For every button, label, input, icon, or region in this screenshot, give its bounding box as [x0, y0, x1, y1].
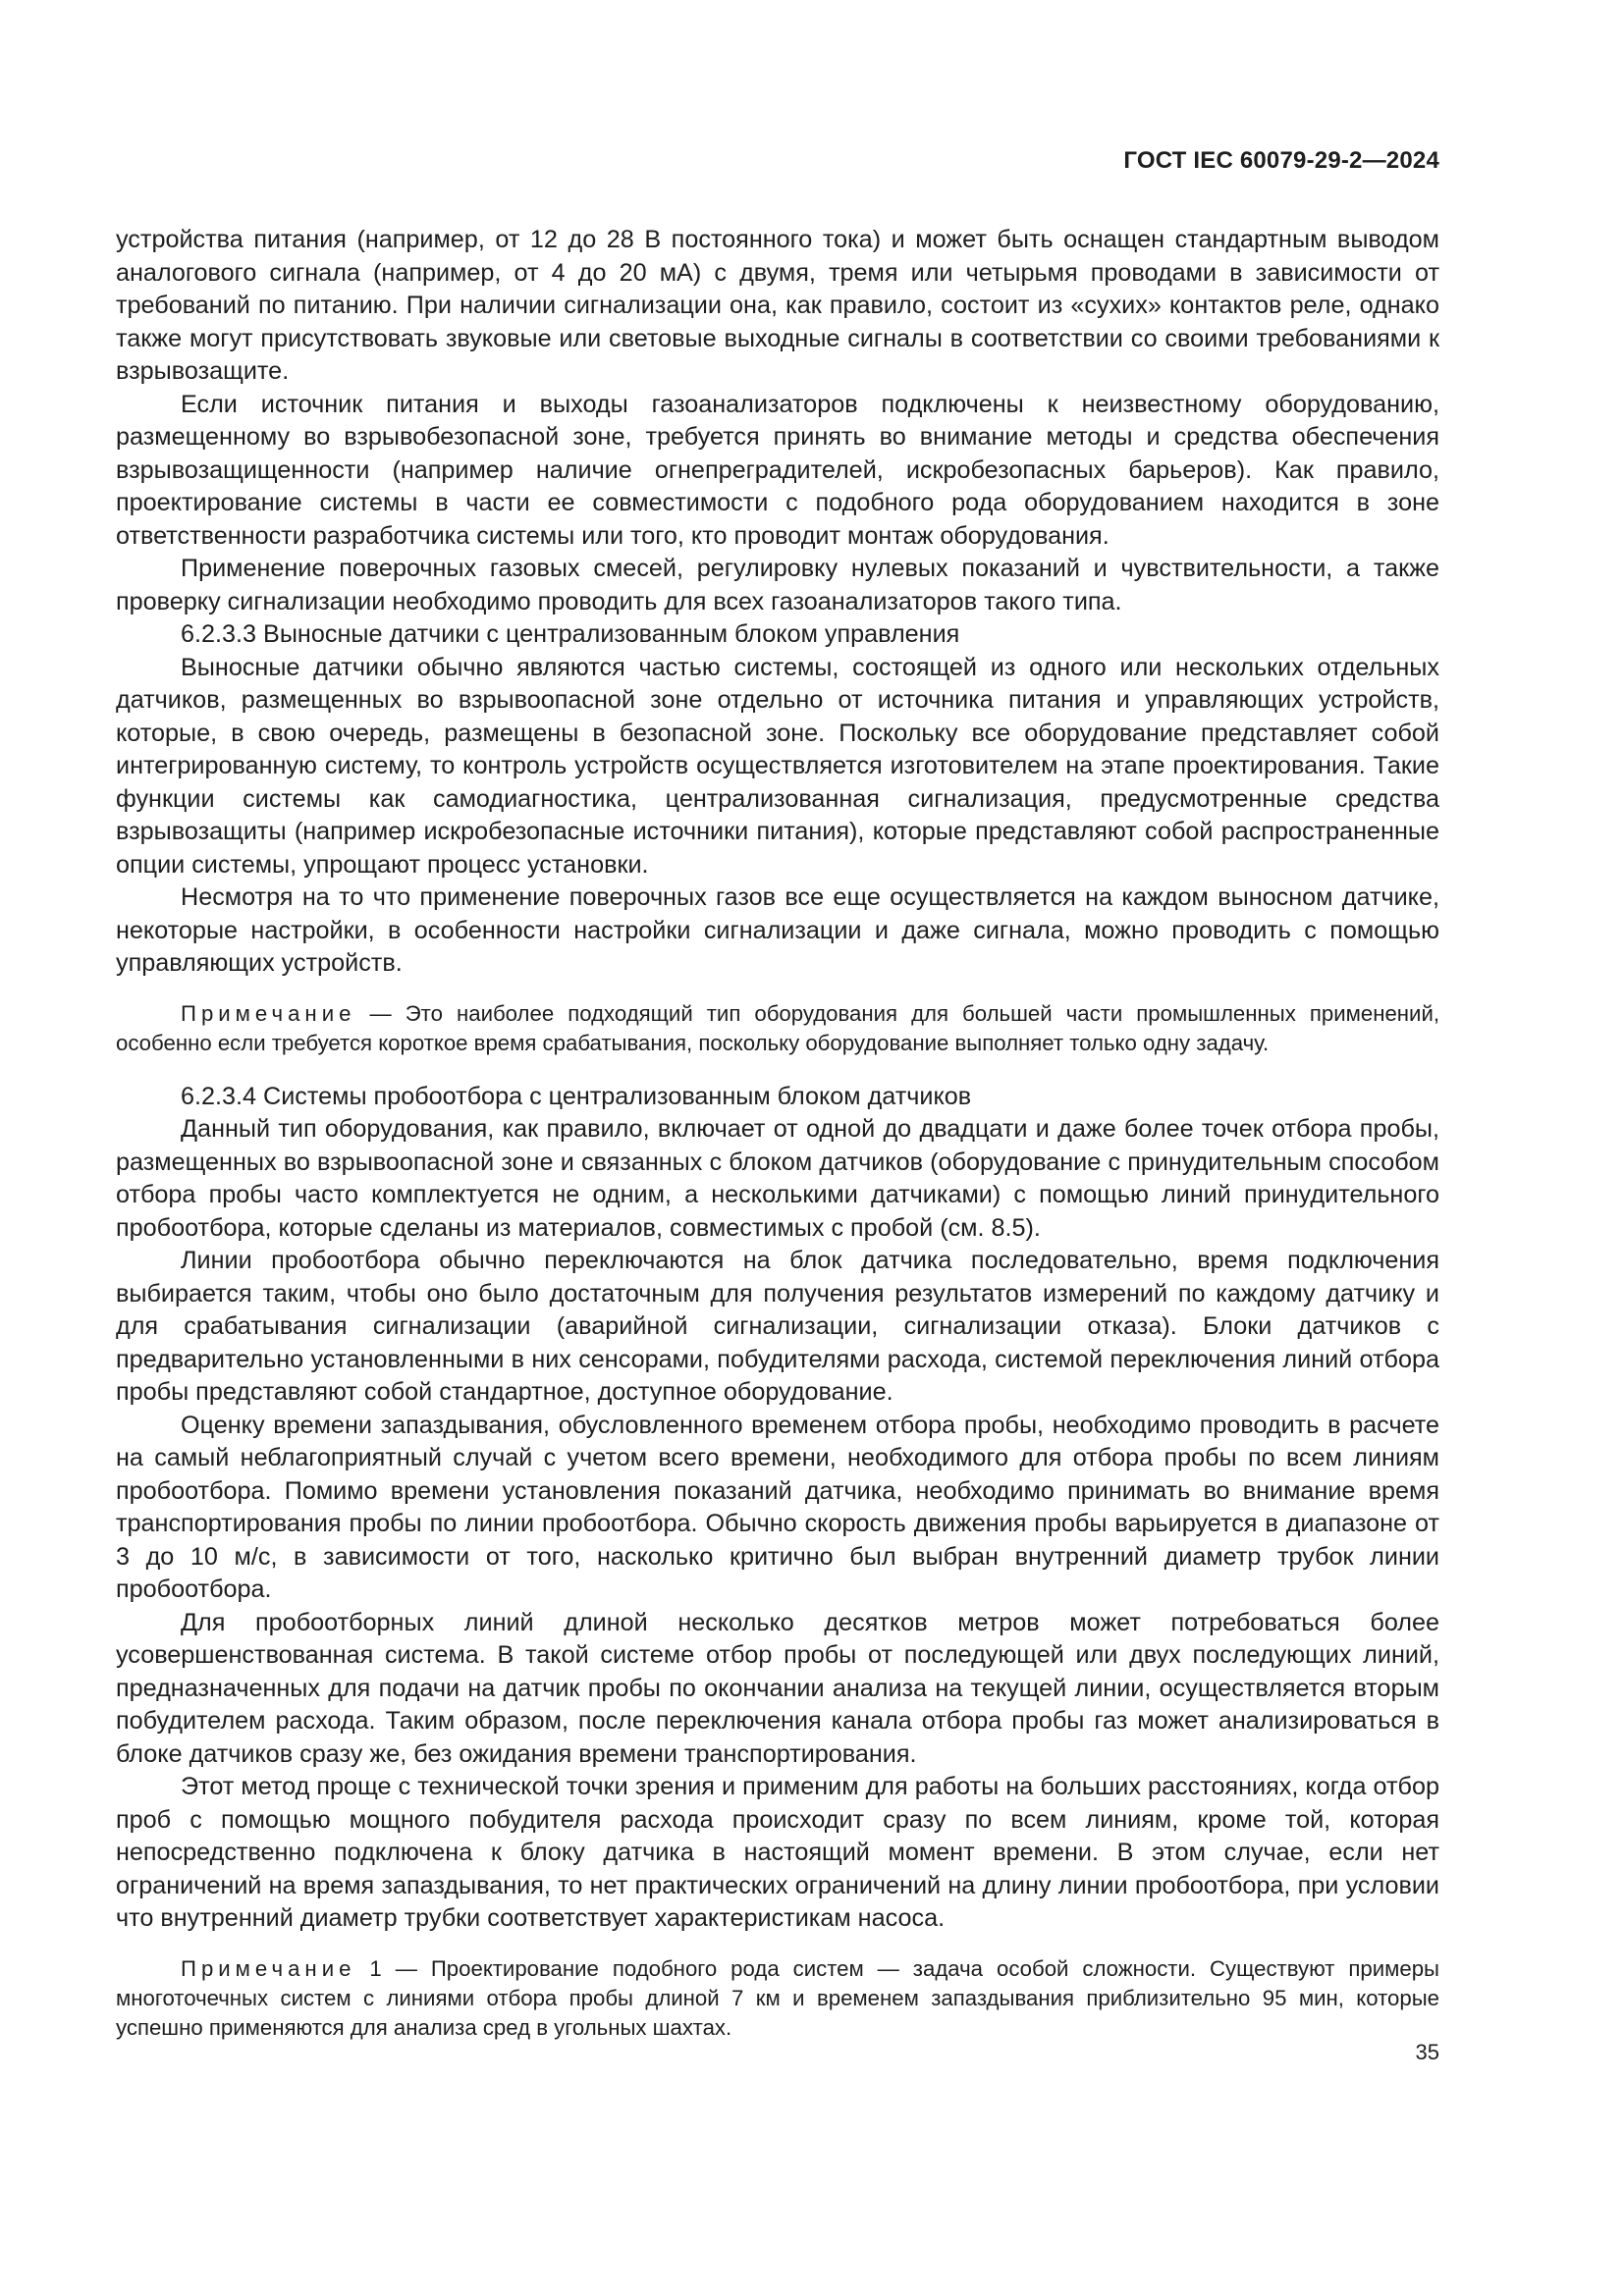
paragraph: Данный тип оборудования, как правило, включает от одной до двадцати и даже более точек отбора пробы, размещенных во взрывоопасной зоне и связанных с блоком датчиков (оборудование с принудительным способом отбора пробы часто комплектуется не одним, а несколькими датчиками) с помощью линий принудительного пробоотбора, которые сделаны из материалов, совместимых с пробой (см. 8.5).	[116, 1115, 1439, 1242]
note	[116, 999, 1439, 1058]
paragraph: Выносные датчики обычно являются частью системы, состоящей из одного или нескольких отдельных датчиков, размещенных во взрывоопасной зоне отдельно от источника питания и управляющих устройств, которые, в свою очередь, размещены в безопасной зоне. Поскольку все оборудование представляет собой интегрированную систему, то контроль устройств осуществляется изготовителем на этапе проектирования. Такие функции системы как самодиагностика, централизованная сигнализация, предусмотренные средства взрывозащиты (например искробезопасные источники питания), которые представляют собой распространенные опции системы, упрощают процесс установки.	[116, 653, 1439, 879]
note-text: — Это наиболее подходящий тип оборудования для большей части промышленных применений, особенно если требуется короткое время срабатывания, поскольку оборудование выполняет только одну задачу.	[116, 1000, 1440, 1055]
paragraph: Применение поверочных газовых смесей, регулировку нулевых показаний и чувствительности, а также проверку сигнализации необходимо проводить для всех газоанализаторов такого типа.	[116, 555, 1439, 615]
paragraph: Несмотря на то что применение поверочных газов все еще осуществляется на каждом выносном датчике, некоторые настройки, в особенности настройки сигнализации и даже сигнала, можно проводить с помощью управляющих устройств.	[116, 883, 1439, 977]
paragraph: Если источник питания и выходы газоанализаторов подключены к неизвестному оборудованию, размещенному во взрывобезопасной зоне, требуется принять во внимание методы и средства обеспечения взрывозащищенности (например наличие огнепреградителей, искробезопасных барьеров). Как правило, проектирование системы в части ее совместимости с подобного рода оборудованием находится в зоне ответственности разработчика системы или того, кто проводит монтаж оборудования.	[116, 390, 1439, 550]
paragraph: Для пробоотборных линий длиной несколько десятков метров может потребоваться более усовершенствованная система. В такой системе отбор пробы от последующей или двух последующих линий, предназначенных для подачи на датчик пробы по окончании анализа на текущей линии, осуществляется вторым побудителем расхода. Таким образом, после переключения канала отбора пробы газ может анализироваться в блоке датчиков сразу же, без ожидания времени транспортирования.	[116, 1608, 1439, 1768]
section-heading: 6.2.3.3 Выносные датчики с централизованным блоком управления	[181, 620, 960, 648]
note-text: 1 — Проектирование подобного рода систем — задача особой сложности. Существуют примеры многоточечных систем с линиями отбора пробы длиной 7 км и временем запаздывания приблизительно 95 мин, которые успешно применяются для анализа сред в угольных шахтах.	[116, 1955, 1439, 2040]
page-content	[116, 224, 1439, 2065]
paragraph: Оценку времени запаздывания, обусловленного временем отбора пробы, необходимо проводить в расчете на самый неблагоприятный случай с учетом всего времени, необходимого для отбора пробы по всем линиям пробоотбора. Помимо времени установления показаний датчика, необходимо принимать во внимание время транспортирования пробы по линии пробоотбора. Обычно скорость движения пробы варьируется в диапазоне от 3 до 10 м/с, в зависимости от того, насколько критично был выбран внутренний диаметр трубок линии пробоотбора.	[116, 1411, 1439, 1603]
paragraph: устройства питания (например, от 12 до 28 В постоянного тока) и может быть оснащен стандартным выводом аналогового сигнала (например, от 4 до 20 мА) с двумя, тремя или четырьмя проводами в зависимости от требований по питанию. При наличии сигнализации она, как правило, состоит из «сухих» контактов реле, однако также могут присутствовать звуковые или световые выходные сигналы в соответствии со своими требованиями к взрывозащите.	[116, 226, 1439, 385]
note	[116, 1954, 1439, 2043]
standard-header: ГОСТ IEC 60079-29-2—2024	[1123, 147, 1439, 174]
page-number: 35	[1415, 2040, 1439, 2064]
note-label: Примечание	[181, 1955, 356, 1981]
paragraph: Линии пробоотбора обычно переключаются на блок датчика последовательно, время подключения выбирается таким, чтобы оно было достаточным для получения результатов измерений по каждому датчику и для срабатывания сигнализации (аварийной сигнализации, сигнализации отказа). Блоки датчиков с предварительно установленными в них сенсорами, побудителями расхода, системой переключения линий отбора пробы представляют собой стандартное, доступное оборудование.	[116, 1247, 1439, 1406]
section-heading: 6.2.3.4 Системы пробоотбора с централизованным блоком датчиков	[181, 1082, 972, 1110]
paragraph: Этот метод проще с технической точки зрения и применим для работы на больших расстояниях, когда отбор проб с помощью мощного побудителя расхода происходит сразу по всем линиям, кроме той, которая непосредственно подключена к блоку датчика в настоящий момент времени. В этом случае, если нет ограничений на время запаздывания, то нет практических ограничений на длину линии пробоотбора, при условии что внутренний диаметр трубки соответствует характеристикам насоса.	[116, 1773, 1439, 1932]
note-label: Примечание	[181, 1000, 356, 1026]
